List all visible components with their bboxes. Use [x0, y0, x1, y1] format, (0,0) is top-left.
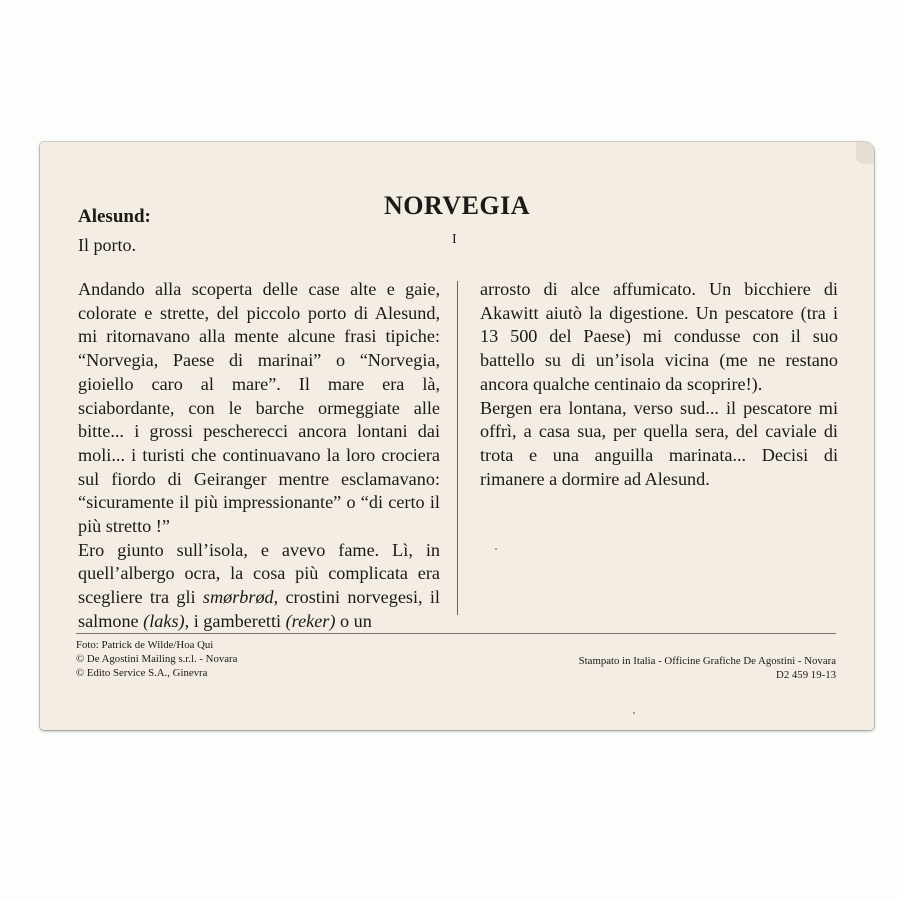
paper-speck [495, 548, 497, 550]
column-divider [457, 281, 458, 615]
italic-term: smørbrød [202, 587, 274, 608]
text-run: , crostini norvegesi, il salmone [78, 587, 440, 631]
text-run: o un [335, 610, 372, 631]
paragraph: Bergen era lontana, verso sud... il pescatore mi offrì, a casa sua, per quella sera, del caviale di trota e una anguilla marinata... Decisi di rimanere a dormire ad Alesund. [480, 397, 838, 489]
place-heading: Alesund: [78, 206, 151, 227]
text-column-right [480, 278, 838, 491]
postcard-back [40, 142, 874, 730]
page-numeral: I [452, 232, 457, 247]
italic-term: (laks) [143, 610, 185, 631]
credit-line: © De Agostini Mailing s.r.l. - Novara [76, 653, 238, 665]
footer-divider [76, 633, 836, 634]
text-run: , i gamberetti [184, 610, 286, 631]
paper-speck [633, 712, 635, 714]
paragraph: Andando alla scoperta delle case alte e gaie, colorate e strette, del piccolo porto di Alesund, mi ritornavano alla mente alcune frasi tipiche: “Norvegia, Paese di marinai” o “Norvegia, gioiello caro al mare”. Il mare era là, sciabordante, con le barche ormeggiate alle bitte... i grossi pescherecci ancora lontani dai moli... i turisti che continuavano la loro crociera sul fiordo di Geiranger mentre esclamavano: “sicuramente il più impressionante” o “di certo il più stretto !” [78, 279, 440, 537]
italic-term: (reker) [285, 610, 336, 631]
text-column-left [78, 278, 440, 634]
printer-line: Stampato in Italia - Officine Grafiche De Agostini - Novara [578, 655, 836, 667]
subject-caption: Il porto. [78, 235, 136, 255]
catalog-code: D2 459 19-13 [776, 669, 836, 681]
credit-line: Foto: Patrick de Wilde/Hoa Qui [76, 639, 214, 651]
text-run: Ero giunto sull’isola, e avevo fame. Lì, in quell’albergo ocra, la cosa più complicata era scegliere tra gli [78, 539, 440, 608]
card-title: NORVEGIA [383, 191, 531, 220]
paragraph: arrosto di alce affumicato. Un bicchiere di Akawitt aiutò la digestione. Un pescatore (tra i 13 500 del Paese) mi condusse con il suo battello su di un’isola vicina (me ne restano ancora qualche centinaio da scoprire!). [480, 279, 838, 394]
paragraph [78, 539, 440, 634]
credit-line: © Edito Service S.A., Ginevra [76, 667, 208, 679]
print-info [579, 654, 836, 682]
photo-credits [76, 638, 237, 680]
